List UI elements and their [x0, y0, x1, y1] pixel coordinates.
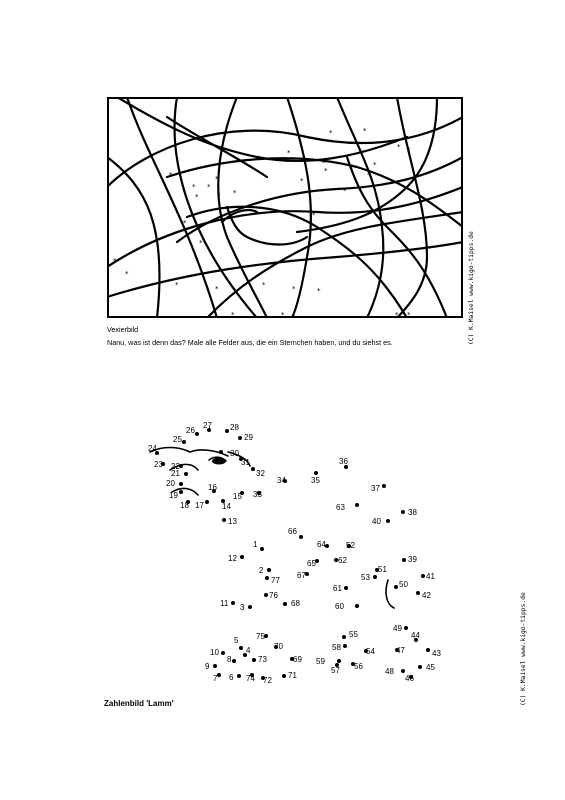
- dot-17: [205, 500, 209, 504]
- dot-2: [267, 568, 271, 572]
- svg-text:*: *: [233, 189, 237, 197]
- dot-number-label: 30: [230, 449, 239, 458]
- dot-number-label: 21: [171, 469, 180, 478]
- dot-number-label: 50: [399, 580, 408, 589]
- svg-text:*: *: [407, 311, 411, 318]
- dot-68: [283, 602, 287, 606]
- dot-number-label: 67: [297, 571, 306, 580]
- dot-42: [416, 591, 420, 595]
- dot-number-label: 28: [230, 423, 239, 432]
- svg-text:*: *: [215, 285, 219, 293]
- svg-text:*: *: [407, 146, 411, 154]
- dot-number-label: 3: [240, 603, 245, 612]
- dot-number-label: 2: [259, 566, 264, 575]
- dot-number-label: 15: [233, 492, 242, 501]
- dot-28: [225, 429, 229, 433]
- dot-number-label: 69: [293, 655, 302, 664]
- dot-number-label: 73: [258, 655, 267, 664]
- dot-11: [231, 601, 235, 605]
- dot-number-label: 55: [349, 630, 358, 639]
- dot-number-label: 4: [246, 646, 251, 655]
- svg-text:*: *: [367, 171, 371, 179]
- dot-number-label: 44: [411, 631, 420, 640]
- dot-number-label: 22: [171, 462, 180, 471]
- svg-text:*: *: [215, 175, 219, 183]
- svg-text:*: *: [287, 149, 291, 157]
- svg-text:*: *: [373, 161, 377, 169]
- dot-number-label: 68: [291, 599, 300, 608]
- dot-19: [179, 490, 183, 494]
- dot-number-label: 75: [256, 632, 265, 641]
- dot-number-label: 52: [346, 541, 355, 550]
- dot-number-label: 24: [148, 444, 157, 453]
- dot-21: [184, 472, 188, 476]
- svg-text:*: *: [231, 311, 235, 318]
- dot-number-label: 25: [173, 435, 182, 444]
- dot-71: [282, 674, 286, 678]
- dot-number-label: 77: [271, 576, 280, 585]
- dot-35: [314, 471, 318, 475]
- dot-number-label: 31: [241, 458, 250, 467]
- dot-5: [239, 646, 243, 650]
- dot-58: [343, 644, 347, 648]
- dot-77: [265, 576, 269, 580]
- svg-text:*: *: [207, 183, 211, 191]
- dot-number-label: 13: [228, 517, 237, 526]
- dot-25: [182, 440, 186, 444]
- dot-number-label: 56: [354, 662, 363, 671]
- dot-number-label: 76: [269, 591, 278, 600]
- dot-number-label: 23: [154, 460, 163, 469]
- dot-number-label: 72: [263, 676, 272, 685]
- svg-text:*: *: [271, 263, 275, 271]
- dot-43: [426, 648, 430, 652]
- dot-number-label: 58: [332, 643, 341, 652]
- dot-number-label: 40: [372, 517, 381, 526]
- dot-number-label: 8: [227, 655, 232, 664]
- dot-number-label: 59: [316, 657, 325, 666]
- dot-59: [337, 659, 341, 663]
- dot-8: [232, 659, 236, 663]
- svg-text:*: *: [343, 187, 347, 195]
- dot-50: [394, 585, 398, 589]
- dot-number-label: 42: [422, 591, 431, 600]
- dot-number-label: 66: [288, 527, 297, 536]
- svg-text:*: *: [169, 171, 173, 179]
- dot-number-label: 34: [277, 476, 286, 485]
- dot-number-label: 11: [220, 599, 229, 608]
- dot-53: [373, 575, 377, 579]
- dot-number-label: 16: [208, 483, 217, 492]
- svg-text:*: *: [397, 143, 401, 151]
- dot-number-label: 29: [244, 433, 253, 442]
- dot-number-label: 63: [336, 503, 345, 512]
- dot-number-label: 1: [253, 540, 258, 549]
- dot-number-label: 10: [210, 648, 219, 657]
- dot-number-label: 9: [205, 662, 210, 671]
- dot-9: [213, 664, 217, 668]
- dot-76: [264, 593, 268, 597]
- dot-60: [355, 604, 359, 608]
- svg-text:*: *: [183, 219, 187, 227]
- dot-number-label: 36: [339, 457, 348, 466]
- dot-38: [401, 510, 405, 514]
- copyright-credit-top: (C) K.Maisel www.kigo-tipps.de: [468, 231, 475, 345]
- dot-number-label: 26: [186, 426, 195, 435]
- dot-32: [251, 467, 255, 471]
- dot-number-label: 53: [361, 573, 370, 582]
- dot-55: [342, 635, 346, 639]
- puzzle-instruction: Nanu, was ist denn das? Male alle Felder aus, die ein Sternchen haben, und du siehst es.: [107, 338, 393, 347]
- copyright-credit-bottom: (C) K.Maisel www.kigo-tipps.de: [520, 592, 527, 706]
- dot-10: [221, 651, 225, 655]
- dot-7: [217, 673, 221, 677]
- svg-text:*: *: [281, 311, 285, 318]
- svg-text:*: *: [329, 129, 333, 137]
- svg-text:*: *: [322, 159, 326, 167]
- dot-number-label: 17: [195, 501, 204, 510]
- dot-66: [299, 535, 303, 539]
- dot-number-label: 71: [288, 671, 297, 680]
- dot-13: [222, 518, 226, 522]
- dot-73: [252, 658, 256, 662]
- svg-text:*: *: [113, 257, 117, 265]
- dot-37: [382, 484, 386, 488]
- svg-text:*: *: [312, 211, 316, 219]
- dot-3: [248, 605, 252, 609]
- dot-number-label: 61: [333, 584, 342, 593]
- dot-number-label: 51: [378, 565, 387, 574]
- dot-number-label: 32: [256, 469, 265, 478]
- dot-29: [238, 436, 242, 440]
- svg-text:*: *: [125, 270, 129, 278]
- dot-picture-title: Zahlenbild 'Lamm': [104, 699, 174, 708]
- dot-number-label: 19: [169, 491, 178, 500]
- dot-number-label: 7: [213, 674, 218, 683]
- svg-text:*: *: [199, 239, 203, 247]
- puzzle-title: Vexierbild: [107, 325, 139, 334]
- dot-number-label: 14: [222, 502, 231, 511]
- dot-number-label: 41: [426, 572, 435, 581]
- dot-12: [240, 555, 244, 559]
- dot-number-label: 27: [203, 421, 212, 430]
- dot-number-label: 47: [396, 646, 405, 655]
- svg-text:*: *: [195, 193, 199, 201]
- dot-number-label: 37: [371, 484, 380, 493]
- dot-number-label: 12: [228, 554, 237, 563]
- dot-number-label: 57: [331, 666, 340, 675]
- dot-26: [195, 432, 199, 436]
- dot-40: [386, 519, 390, 523]
- lamb-eye: [212, 458, 226, 465]
- dot-number-label: 33: [253, 490, 262, 499]
- dot-48: [401, 669, 405, 673]
- dot-61: [344, 586, 348, 590]
- dot-number-label: 48: [385, 667, 394, 676]
- svg-text:*: *: [262, 281, 266, 289]
- dot-number-label: 6: [229, 673, 234, 682]
- dot-number-label: 38: [408, 508, 417, 517]
- lamb-tail-curve: [386, 580, 394, 608]
- svg-text:*: *: [317, 287, 321, 295]
- dot-45: [418, 665, 422, 669]
- dot-63: [355, 503, 359, 507]
- svg-text:*: *: [363, 127, 367, 135]
- svg-text:*: *: [395, 311, 399, 318]
- dot-number-label: 64: [317, 540, 326, 549]
- svg-text:*: *: [175, 281, 179, 289]
- dot-number-label: 70: [274, 642, 283, 651]
- dot-number-label: 18: [180, 501, 189, 510]
- dot-number-label: 45: [426, 663, 435, 672]
- dot-20: [179, 482, 183, 486]
- dot-number-label: 49: [393, 624, 402, 633]
- dot-number-label: 46: [405, 674, 414, 683]
- dot-number-label: 43: [432, 649, 441, 658]
- dot-number-label: 54: [366, 647, 375, 656]
- dot-1: [260, 547, 264, 551]
- dot-number-label: 65: [307, 559, 316, 568]
- svg-text:*: *: [217, 191, 221, 199]
- svg-text:*: *: [192, 183, 196, 191]
- dot-39: [402, 558, 406, 562]
- dot-number-label: 62: [338, 556, 347, 565]
- dot-6: [237, 674, 241, 678]
- dot-49: [404, 626, 408, 630]
- svg-text:*: *: [292, 285, 296, 293]
- dot-number-label: 39: [408, 555, 417, 564]
- svg-text:*: *: [300, 177, 304, 185]
- dot-30: [219, 450, 223, 454]
- svg-text:*: *: [324, 167, 328, 175]
- dot-41: [421, 574, 425, 578]
- dot-number-label: 74: [246, 674, 255, 683]
- dot-number-label: 20: [166, 479, 175, 488]
- dot-number-label: 35: [311, 476, 320, 485]
- dot-number-label: 60: [335, 602, 344, 611]
- dot-number-label: 5: [234, 636, 239, 645]
